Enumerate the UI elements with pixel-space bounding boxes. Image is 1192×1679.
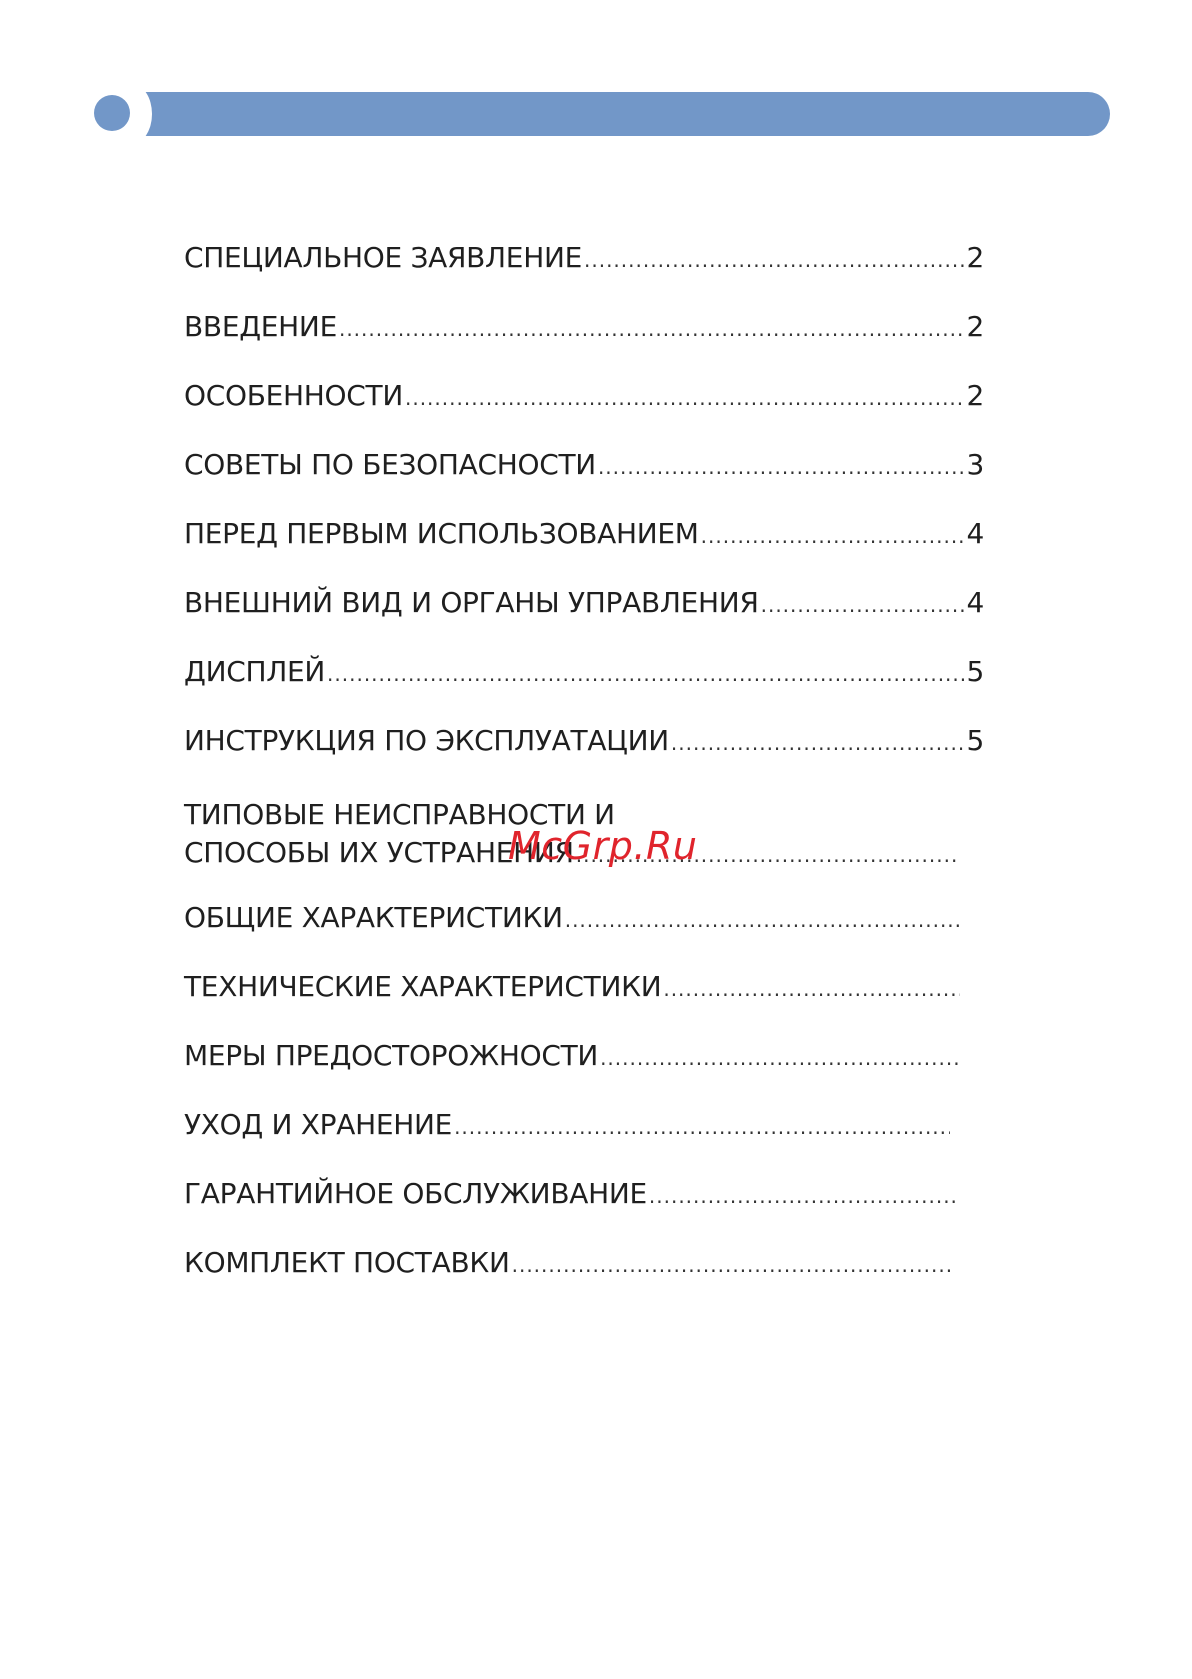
- toc-item[interactable]: [184, 969, 962, 1007]
- toc-item-page: 2: [966, 310, 984, 343]
- toc-item-title: ВНЕШНИЙ ВИД И ОРГАНЫ УПРАВЛЕНИЯ: [184, 586, 759, 619]
- toc-item-title: СОВЕТЫ ПО БЕЗОПАСНОСТИ: [184, 448, 596, 481]
- toc-item-title: ТЕХНИЧЕСКИЕ ХАРАКТЕРИСТИКИ: [184, 970, 662, 1003]
- toc-leader-dots: [405, 380, 965, 416]
- toc-item[interactable]: [184, 378, 984, 416]
- toc-leader-dots: [598, 449, 965, 485]
- toc-item-title-line2: СПОСОБЫ ИХ УСТРАНЕНИЯ: [184, 836, 574, 869]
- watermark: McGrp.Ru: [508, 824, 698, 868]
- toc-item[interactable]: [184, 654, 984, 692]
- toc-item-title: ОБЩИЕ ХАРАКТЕРИСТИКИ: [184, 901, 563, 934]
- toc-item-page: 5: [966, 724, 984, 757]
- toc-leader-dots: [701, 518, 965, 554]
- toc-leader-dots: [761, 587, 965, 623]
- toc-item-title: ОСОБЕННОСТИ: [184, 379, 403, 412]
- toc-item-title: ВВЕДЕНИЕ: [184, 310, 337, 343]
- toc-item[interactable]: [184, 240, 984, 278]
- toc-leader-dots: [584, 242, 964, 278]
- header-bar: [128, 92, 1110, 136]
- toc-leader-dots: [663, 971, 960, 1007]
- toc-item-title: ДИСПЛЕЙ: [184, 655, 326, 688]
- toc-item-title: ПЕРЕД ПЕРВЫМ ИСПОЛЬЗОВАНИЕМ: [184, 517, 699, 550]
- toc-item[interactable]: [184, 585, 984, 623]
- toc-item[interactable]: [184, 309, 984, 347]
- toc-item-page: 4: [966, 517, 984, 550]
- toc-leader-dots: [512, 1247, 950, 1283]
- toc-item-title: СПЕЦИАЛЬНОЕ ЗАЯВЛЕНИЕ: [184, 241, 582, 274]
- toc-leader-dots: [454, 1109, 950, 1145]
- toc-item[interactable]: [184, 447, 984, 485]
- toc-item[interactable]: [184, 1245, 952, 1283]
- toc-item-page: 2: [966, 241, 984, 274]
- toc-item-page: 5: [966, 655, 984, 688]
- toc-item-page: 4: [966, 586, 984, 619]
- toc-leader-dots: [649, 1178, 956, 1214]
- toc-item-title: УХОД И ХРАНЕНИЕ: [184, 1108, 453, 1141]
- toc-leader-dots: [327, 656, 964, 692]
- toc-item-title-line1: ТИПОВЫЕ НЕИСПРАВНОСТИ И: [184, 798, 615, 831]
- toc-item[interactable]: [184, 516, 984, 554]
- toc-item-title: ИНСТРУКЦИЯ ПО ЭКСПЛУАТАЦИИ: [184, 724, 669, 757]
- toc-leader-dots: [671, 725, 965, 761]
- toc-item-page: 3: [966, 448, 984, 481]
- toc-item[interactable]: [184, 1038, 962, 1076]
- toc-item-title: КОМПЛЕКТ ПОСТАВКИ: [184, 1246, 510, 1279]
- toc-item-title: ГАРАНТИЙНОЕ ОБСЛУЖИВАНИЕ: [184, 1177, 647, 1210]
- toc-item[interactable]: [184, 1107, 952, 1145]
- toc-item[interactable]: [184, 900, 962, 938]
- toc-leader-dots: [600, 1040, 960, 1076]
- toc-item-title: МЕРЫ ПРЕДОСТОРОЖНОСТИ: [184, 1039, 599, 1072]
- toc-item[interactable]: [184, 723, 984, 761]
- toc-item-page: 2: [966, 379, 984, 412]
- header-dot-icon: [94, 95, 130, 131]
- toc-leader-dots: [339, 311, 965, 347]
- toc-leader-dots: [565, 902, 960, 938]
- toc-item[interactable]: [184, 1176, 958, 1214]
